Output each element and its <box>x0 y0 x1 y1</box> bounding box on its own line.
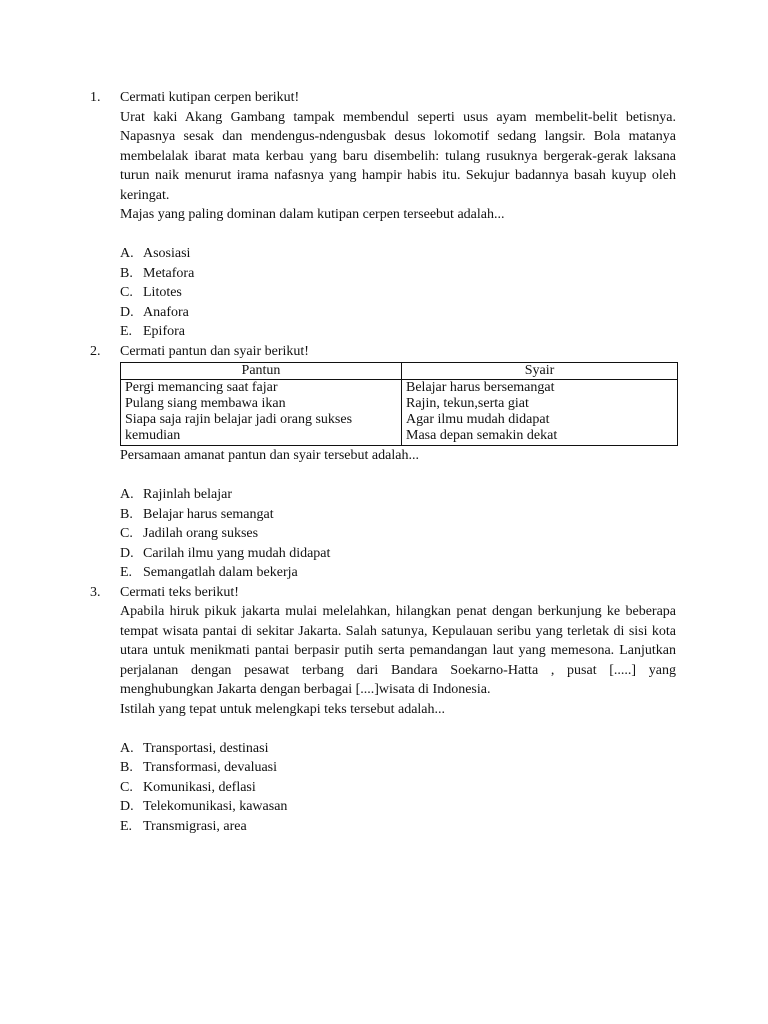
syair-line: Belajar harus bersemangat <box>406 380 555 395</box>
option-text: Transformasi, devaluasi <box>143 760 278 775</box>
pantun-cell <box>121 380 402 446</box>
option-letter: E. <box>120 565 133 580</box>
option-letter: B. <box>120 506 133 522</box>
pantun-line: Siapa saja rajin belajar jadi orang sukses <box>125 412 353 427</box>
option-a <box>120 485 676 505</box>
pantun-line: Pergi memancing saat fajar <box>125 380 278 395</box>
question-3 <box>90 583 676 837</box>
question-number: 2. <box>90 343 101 359</box>
option-d <box>120 797 676 817</box>
question-number: 3. <box>90 584 101 600</box>
option-c <box>120 283 676 303</box>
option-letter: D. <box>120 304 134 320</box>
options-list <box>120 485 676 583</box>
option-e <box>120 563 676 583</box>
option-a <box>120 244 676 264</box>
option-letter: A. <box>120 246 134 261</box>
option-c <box>120 524 676 544</box>
options-list <box>120 244 676 342</box>
option-e <box>120 322 676 342</box>
document-page <box>0 88 768 836</box>
option-text: Transportasi, destinasi <box>143 740 269 756</box>
question-prompt: Cermati kutipan cerpen berikut! <box>120 90 300 105</box>
option-letter: D. <box>120 799 134 814</box>
option-text: Epifora <box>143 324 185 339</box>
syair-cell <box>402 380 678 446</box>
pantun-line: Pulang siang membawa ikan <box>125 396 286 411</box>
syair-line: Rajin, tekun,serta giat <box>406 396 529 411</box>
option-text: Semangatlah dalam bekerja <box>143 565 298 580</box>
option-text: Telekomunikasi, kawasan <box>143 799 288 814</box>
question-prompt: Cermati teks berikut! <box>120 584 239 600</box>
option-text: Rajinlah belajar <box>143 487 233 502</box>
option-letter: A. <box>120 740 134 756</box>
table-header-syair: Syair <box>402 363 678 380</box>
option-text: Litotes <box>143 285 182 300</box>
option-letter: E. <box>120 324 133 339</box>
option-text: Anafora <box>143 304 189 320</box>
option-letter: C. <box>120 526 133 541</box>
option-d <box>120 303 676 323</box>
syair-line: Masa depan semakin dekat <box>406 428 558 443</box>
option-text: Belajar harus semangat <box>143 506 274 522</box>
syair-line: Agar ilmu mudah didapat <box>406 412 550 427</box>
option-text: Komunikasi, deflasi <box>143 779 256 795</box>
option-a <box>120 739 676 759</box>
option-text: Transmigrasi, area <box>143 818 247 834</box>
options-list <box>120 739 676 837</box>
option-e <box>120 817 676 837</box>
option-letter: A. <box>120 487 134 502</box>
option-letter: C. <box>120 779 133 795</box>
option-letter: B. <box>120 265 133 281</box>
option-text: Carilah ilmu yang mudah didapat <box>143 545 331 561</box>
question-1 <box>90 88 676 342</box>
option-b <box>120 264 676 284</box>
passage-text: Urat kaki Akang Gambang tampak membendul seperti usus ayam membelit-belit betisnya. Napasnya sesak dan mendengus-ndengusbak desus lokomotif sedang langsir. Bola matanya membelalak ibarat mata kerbau yang baru disembelih: tulang rusuknya bergerak-gerak laksana turun naik menurut irama nafasnya yang hampir habis itu. Sekujur badannya basah kuyup oleh keringat. <box>120 109 676 203</box>
option-letter: E. <box>120 818 133 834</box>
option-text: Jadilah orang sukses <box>143 526 259 541</box>
question-text: Istilah yang tepat untuk melengkapi teks tersebut adalah... <box>120 701 446 717</box>
option-text: Asosiasi <box>143 246 191 261</box>
option-d <box>120 544 676 564</box>
table-header-pantun: Pantun <box>121 363 402 380</box>
question-text: Persamaan amanat pantun dan syair tersebut adalah... <box>120 448 419 463</box>
question-text: Majas yang paling dominan dalam kutipan cerpen terseebut adalah... <box>120 207 505 222</box>
pantun-syair-table <box>120 362 678 446</box>
option-b <box>120 505 676 525</box>
option-text: Metafora <box>143 265 195 281</box>
option-c <box>120 778 676 798</box>
pantun-line: kemudian <box>125 428 181 443</box>
question-prompt: Cermati pantun dan syair berikut! <box>120 343 309 359</box>
option-letter: B. <box>120 760 133 775</box>
question-number: 1. <box>90 90 101 105</box>
option-letter: D. <box>120 545 134 561</box>
question-2 <box>90 342 676 583</box>
option-b <box>120 758 676 778</box>
option-letter: C. <box>120 285 133 300</box>
passage-text: Apabila hiruk pikuk jakarta mulai melelahkan, hilangkan penat dengan berkunjung ke beberapa tempat wisata pantai di sekitar Jakarta. Salah satunya, Kepulauan seribu yang terletak di sisi kota utara untuk menikmati pantai berpasir putih serta pemandangan laut yang memesona. Lanjutkan perjalanan dengan pesawat terbang dari Bandara Soekarno-Hatta , pusat [.....] yang menghubungkan Jakarta dengan berbagai [....]wisata di Indonesia. <box>120 604 676 697</box>
